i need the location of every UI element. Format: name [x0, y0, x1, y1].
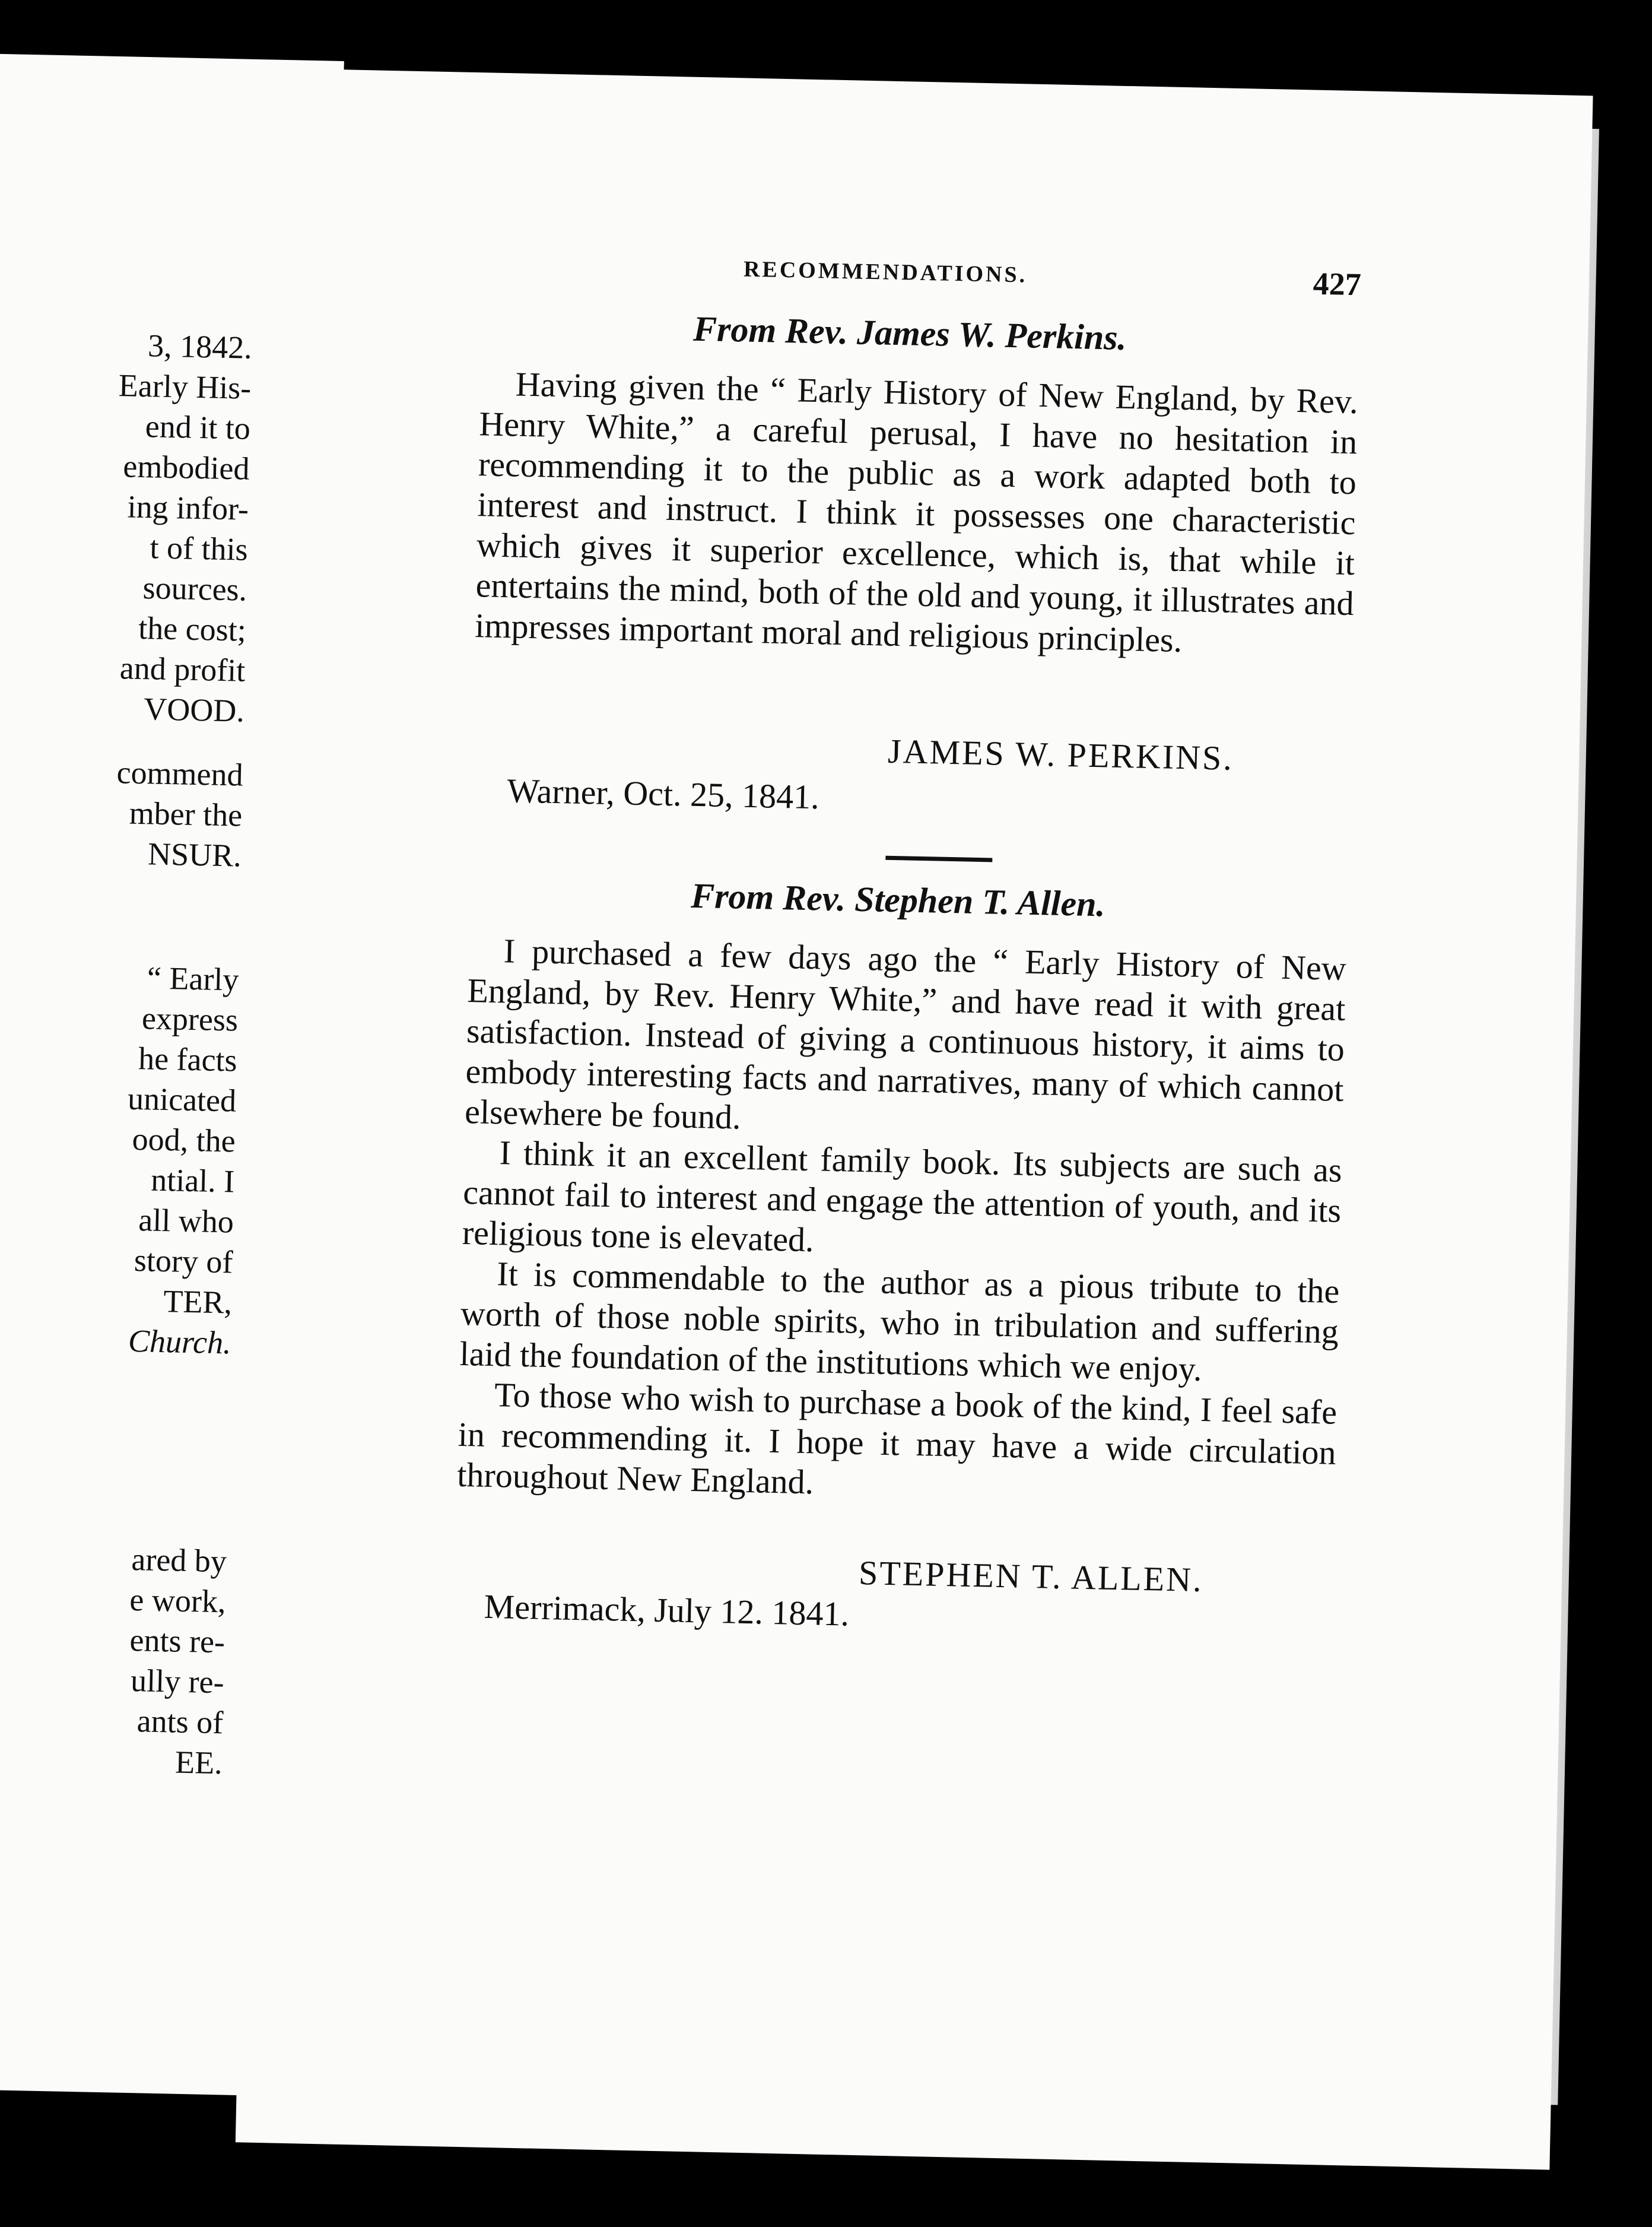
left-page-line: Early His-	[118, 367, 252, 406]
letter2-paragraph: To those who wish to purchase a book of the kind, I feel safe in recommending it. I hope it may have a wide circulation throughout New England.	[456, 1375, 1338, 1502]
left-page-line: mber the	[129, 795, 243, 833]
left-page-line: ing infor-	[127, 488, 249, 527]
letter1-signature: JAMES W. PERKINS.	[887, 731, 1234, 778]
letter1-place-date: Warner, Oct. 25, 1841.	[506, 771, 820, 817]
letter2-place-date: Merrimack, July 12. 1841.	[484, 1587, 850, 1633]
left-page-line: ared by	[131, 1541, 227, 1579]
letter2-paragraph: I think it an excellent family book. Its subjects are such as cannot fail to interest and engage the attention of youth, and its religious tone is elevated.	[462, 1133, 1343, 1260]
left-page-line: sources.	[142, 570, 247, 608]
left-page-line: ants of	[136, 1703, 224, 1741]
left-page-line: ully re-	[130, 1663, 225, 1701]
left-page-line: all who	[138, 1202, 234, 1240]
left-page-line: Church.	[128, 1322, 232, 1361]
left-page-line: end it to	[145, 408, 251, 446]
letter2-signature: STEPHEN T. ALLEN.	[858, 1553, 1204, 1600]
letter2-paragraph: It is commendable to the author as a pious tribute to the worth of those noble spirits, who in tribulation and suffering laid the foundation of the institutions which we enjoy.	[459, 1254, 1340, 1389]
left-page-line: “ Early	[147, 960, 240, 998]
left-page-line: embodied	[122, 448, 250, 487]
left-page-line: he facts	[138, 1040, 238, 1078]
running-head: RECOMMENDATIONS.	[743, 256, 1028, 288]
right-page	[236, 68, 1593, 2170]
page-number: 427	[1313, 265, 1362, 303]
left-page-line: ood, the	[132, 1121, 236, 1159]
left-page-line: ntial. I	[150, 1162, 235, 1200]
letter2-heading: From Rev. Stephen T. Allen.	[690, 875, 1106, 924]
left-page-line: and profit	[119, 650, 246, 689]
left-page-line: unicated	[127, 1080, 237, 1119]
section-divider	[885, 856, 992, 862]
left-page-line: 3, 1842.	[147, 328, 253, 366]
left-page-line: TER,	[163, 1283, 233, 1321]
left-page-line: VOOD.	[143, 691, 245, 729]
letter1-body	[475, 363, 1359, 664]
left-page-line: commend	[116, 754, 244, 793]
left-page-line: express	[141, 1000, 239, 1038]
left-page-line: e work,	[129, 1581, 227, 1620]
letter2-body	[457, 930, 1347, 1514]
left-page-line: NSUR.	[147, 836, 242, 874]
left-page-line: story of	[134, 1242, 234, 1280]
left-page-line: ents re-	[129, 1622, 225, 1660]
left-page-line: the cost;	[138, 610, 247, 648]
letter2-paragraph: I purchased a few days ago the “ Early History of New England, by Rev. Henry White,” and have read it with great satisfaction. Instead of giving a continuous history, it aims to embody interesting facts and narratives, many of which cannot elsewhere be found.	[464, 931, 1347, 1137]
letter1-heading: From Rev. James W. Perkins.	[692, 309, 1127, 358]
left-page-line: t of this	[149, 529, 249, 567]
left-page-line: EE.	[174, 1744, 223, 1781]
letter1-paragraph: Having given the “ Early History of New England, by Rev. Henry White,” a careful perusal, I have no hesitation in recommending it to the public as a work adapted both to interest and instruct. I think it possesses one characteristic which gives it superior excellence, which is, that while it entertains the mind, both of the old and young, it illustrates and impresses important moral and religious principles.	[474, 364, 1359, 660]
